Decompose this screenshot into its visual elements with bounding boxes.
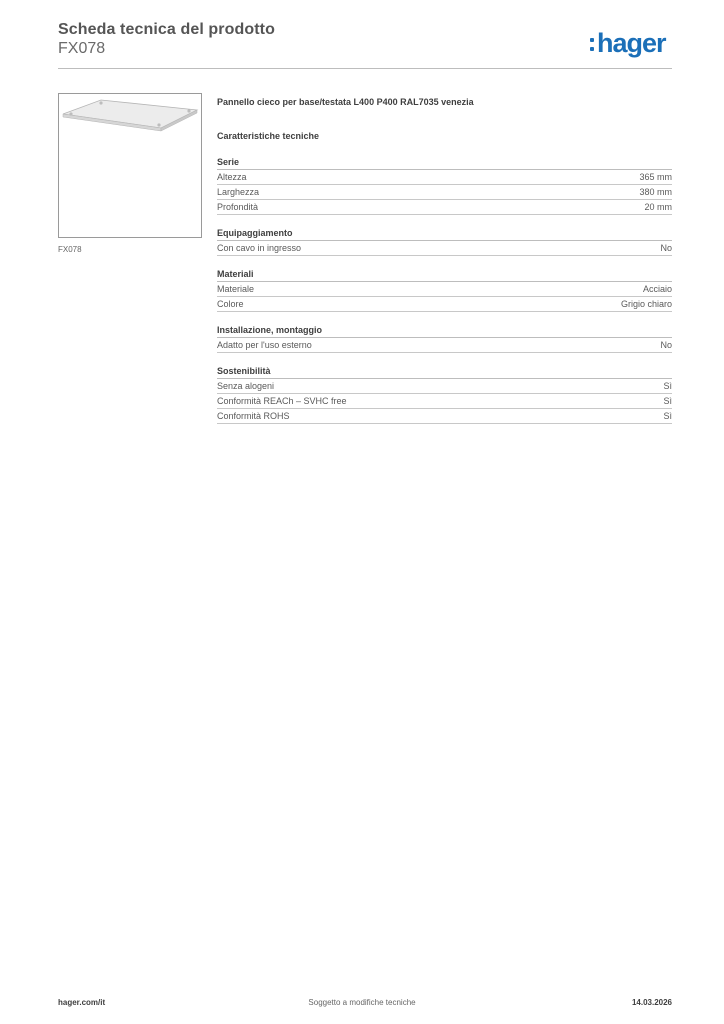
spec-row bbox=[217, 170, 672, 185]
section-heading: Caratteristiche tecniche bbox=[217, 131, 320, 141]
spec-group-equipaggiamento bbox=[217, 227, 672, 256]
group-title: Serie bbox=[217, 156, 672, 170]
footer-date: 14.03.2026 bbox=[631, 998, 672, 1007]
page-title: Scheda tecnica del prodotto bbox=[58, 21, 275, 38]
logo-dots-icon bbox=[590, 38, 594, 51]
spec-group-installazione bbox=[217, 324, 672, 353]
spec-row bbox=[217, 185, 672, 200]
spec-row bbox=[217, 338, 672, 353]
group-title: Equipaggiamento bbox=[217, 227, 672, 241]
spec-value: 380 mm bbox=[639, 187, 672, 197]
spec-label: Con cavo in ingresso bbox=[217, 243, 302, 253]
spec-label: Altezza bbox=[217, 172, 247, 182]
spec-value: 20 mm bbox=[644, 202, 672, 212]
spec-row bbox=[217, 394, 672, 409]
spec-group-materiali bbox=[217, 268, 672, 312]
group-title: Installazione, montaggio bbox=[217, 324, 672, 338]
spec-label: Larghezza bbox=[217, 187, 260, 197]
spec-label: Profondità bbox=[217, 202, 259, 212]
spec-row bbox=[217, 409, 672, 424]
footer-website-link[interactable]: hager.com/it bbox=[58, 998, 106, 1007]
spec-value: Acciaio bbox=[642, 284, 672, 294]
group-title: Materiali bbox=[217, 268, 672, 282]
spec-row bbox=[217, 200, 672, 215]
spec-value: No bbox=[660, 340, 672, 350]
spec-label: Colore bbox=[217, 299, 244, 309]
spec-row bbox=[217, 297, 672, 312]
spec-row bbox=[217, 241, 672, 256]
spec-value: Sì bbox=[663, 381, 672, 391]
spec-label: Conformità REACh – SVHC free bbox=[217, 396, 347, 406]
spec-label: Senza alogeni bbox=[217, 381, 275, 391]
spec-value: No bbox=[660, 243, 672, 253]
spec-row bbox=[217, 379, 672, 394]
spec-value: Grigio chiaro bbox=[620, 299, 672, 309]
footer-notice: Soggetto a modifiche tecniche bbox=[308, 998, 416, 1007]
header-divider bbox=[58, 68, 672, 69]
group-title: Sostenibilità bbox=[217, 365, 672, 379]
logo-text: hager bbox=[597, 27, 666, 58]
spec-label: Adatto per l'uso esterno bbox=[217, 340, 312, 350]
spec-value: 365 mm bbox=[639, 172, 672, 182]
spec-label: Conformità ROHS bbox=[217, 411, 290, 421]
hager-logo bbox=[590, 28, 666, 58]
product-code: FX078 bbox=[58, 40, 106, 57]
product-image bbox=[58, 93, 202, 238]
spec-value: Sì bbox=[663, 411, 672, 421]
spec-value: Sì bbox=[663, 396, 672, 406]
image-caption: FX078 bbox=[58, 245, 82, 254]
spec-group-sostenibilita bbox=[217, 365, 672, 424]
spec-row bbox=[217, 282, 672, 297]
spec-label: Materiale bbox=[217, 284, 255, 294]
spec-group-serie bbox=[217, 156, 672, 215]
blank-panel-illustration bbox=[59, 94, 201, 237]
spec-panel bbox=[217, 96, 672, 424]
product-description: Pannello cieco per base/testata L400 P400 RAL7035 venezia bbox=[217, 97, 474, 107]
